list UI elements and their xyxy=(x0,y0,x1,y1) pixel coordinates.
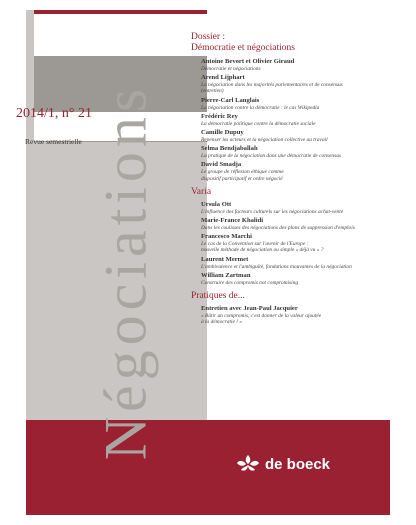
author-name: William Zartman xyxy=(201,271,251,279)
toc-entry xyxy=(191,272,361,286)
pratiques-heading: Pratiques de... xyxy=(191,291,245,302)
journal-title: Négociations xyxy=(92,83,159,461)
toc-entry xyxy=(191,113,361,127)
dossier-subheading: Démocratie et négociations xyxy=(191,43,295,53)
pratiques-list xyxy=(191,305,361,325)
article-title: L'influence des facteurs culturels sur les négociations achat-vente xyxy=(201,208,344,215)
publisher-band xyxy=(26,420,390,515)
article-title: Le groupe de réflexion éthique comme xyxy=(201,169,284,176)
article-title: « Bâtir un compromis, c'est donner de la valeur ajoutée xyxy=(201,313,322,320)
author-name: Francesco Marchi xyxy=(201,233,252,241)
issue-number: 2014/1, n° 21 xyxy=(16,106,92,121)
author-name: Ursula Ott xyxy=(201,200,232,208)
toc-entry xyxy=(191,201,361,215)
article-title: nouvelle méthode de négociation ou simple « déjà vu » ? xyxy=(201,247,324,254)
toc-entry xyxy=(191,161,361,181)
publisher-name: de boeck xyxy=(265,455,331,473)
periodicity: Revue semestrielle xyxy=(25,137,82,146)
table-of-contents xyxy=(191,32,361,327)
article-title: Construire des compromis not compromising xyxy=(201,279,299,286)
article-title: à la démocratie ! » xyxy=(201,319,243,326)
article-title: Le cas de la Convention sur l'avenir de l'Europe : xyxy=(201,241,309,248)
author-name: Antoine Bevort et Olivier Giraud xyxy=(201,58,295,65)
author-name: Arend Lijphart xyxy=(201,74,245,82)
article-title: (entretien) xyxy=(201,88,224,95)
author-name: Laurent Mermet xyxy=(201,255,249,263)
toc-entry xyxy=(191,256,361,270)
toc-entry xyxy=(191,97,361,111)
varia-list xyxy=(191,201,361,286)
author-name: Pierre-Carl Langlais xyxy=(201,96,260,104)
toc-entry xyxy=(191,305,361,325)
article-title: La négociation dans les majorités parlementaires et de consensus xyxy=(201,82,343,89)
varia-heading: Varia xyxy=(191,186,212,197)
dossier-heading: Dossier : xyxy=(191,32,226,42)
article-title: L'ambivalence et l'ambiguïté, fondations mouvantes de la négociation xyxy=(201,263,352,270)
article-title: Repenser les acteurs et la négociation collective au travail xyxy=(201,137,328,144)
article-title: Démocratie et négociations xyxy=(201,66,261,72)
article-title: La négociation contre la démocratie : le cas Wikipedia xyxy=(201,104,320,111)
article-title: La pratique de la négociation dans une démocratie de consensus xyxy=(201,153,341,160)
author-name: Camille Dupuy xyxy=(201,129,244,137)
toc-entry xyxy=(191,129,361,143)
toc-entry xyxy=(191,217,361,231)
article-title: dispositif participatif et ordre négocié xyxy=(201,175,283,182)
author-name: Entretien avec Jean-Paul Jacquier xyxy=(201,305,298,313)
author-name: David Smadja xyxy=(201,161,242,169)
publisher-logo xyxy=(236,454,330,474)
article-title: La démocratie politique contre la démocratie sociale xyxy=(201,120,316,127)
leaf-cluster-icon xyxy=(236,454,260,474)
article-title: Dans les coulisses des négociations des plans de suppression d'emplois xyxy=(201,225,355,232)
header-block xyxy=(34,14,207,56)
author-name: Frédéric Rey xyxy=(201,112,238,120)
toc-entry xyxy=(191,145,361,159)
author-name: Marie-France Khalidi xyxy=(201,217,264,225)
dossier-list xyxy=(191,58,361,182)
toc-entry xyxy=(191,74,361,94)
author-name: Selma Bendjaballah xyxy=(201,145,258,153)
toc-entry xyxy=(191,58,361,72)
toc-entry xyxy=(191,233,361,253)
